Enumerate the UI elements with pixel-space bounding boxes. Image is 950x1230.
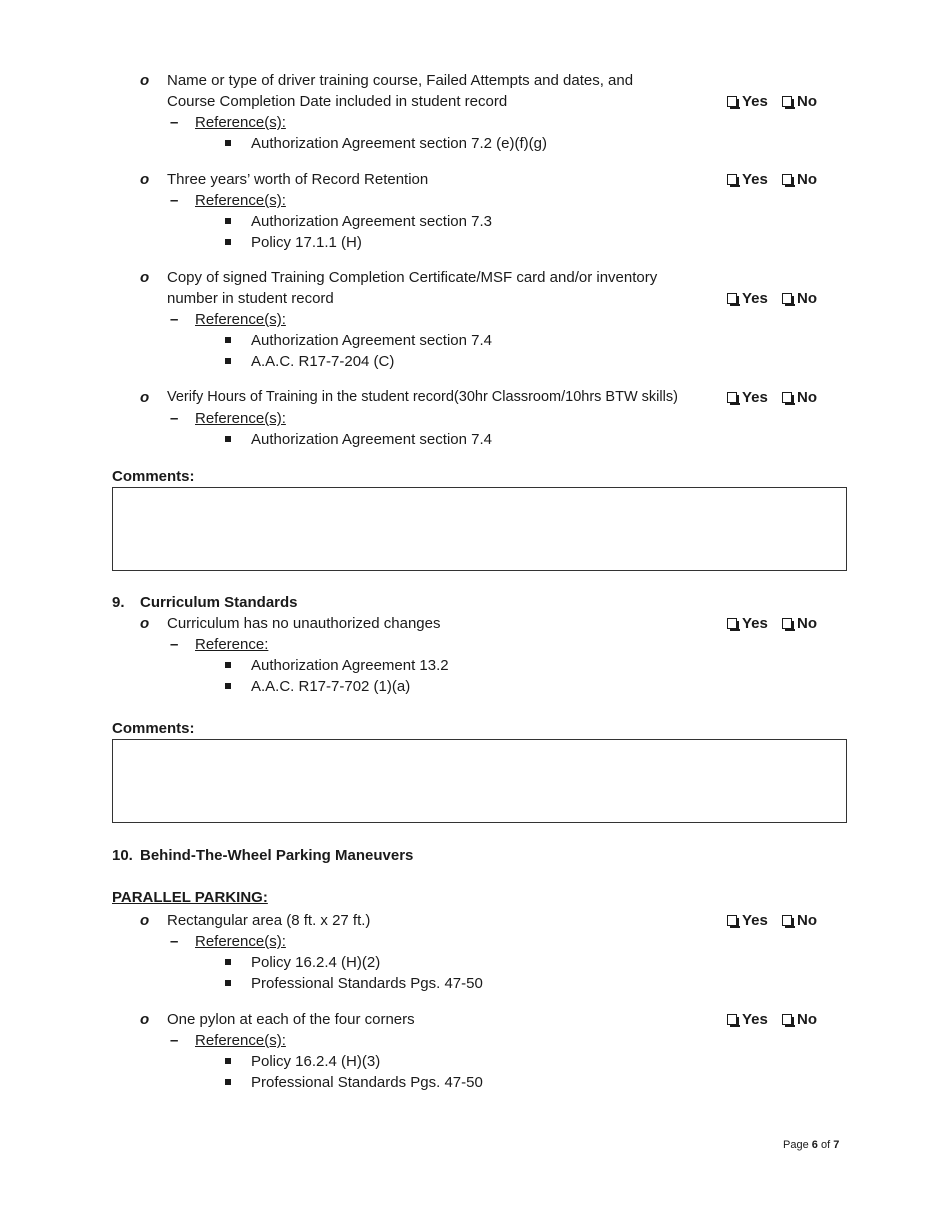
yes-checkbox[interactable] [727, 169, 768, 190]
reference-item: A.A.C. R17-7-702 (1)(a) [251, 678, 411, 695]
reference-item: A.A.C. R17-7-204 (C) [251, 353, 395, 370]
checkbox-icon [727, 293, 737, 304]
dash-icon: – [170, 1032, 179, 1049]
square-bullet-icon [225, 239, 231, 245]
no-label: No [797, 615, 817, 632]
no-label: No [797, 171, 817, 188]
reference-item: Authorization Agreement section 7.4 [251, 332, 492, 349]
reference-label: Reference(s): [195, 192, 286, 209]
reference-item: Authorization Agreement 13.2 [251, 657, 449, 674]
item-text-line1: Verify Hours of Training in the student record(30hr Classroom/10hrs BTW skills) [167, 389, 678, 405]
footer-page-word: Page [783, 1139, 809, 1151]
no-checkbox[interactable] [782, 910, 817, 931]
reference-item: Policy 17.1.1 (H) [251, 234, 362, 251]
bullet-icon: o [140, 389, 150, 406]
no-label: No [797, 1011, 817, 1028]
footer-current-page: 6 [811, 1139, 818, 1151]
yes-label: Yes [742, 93, 768, 110]
reference-item: Authorization Agreement section 7.3 [251, 213, 492, 230]
dash-icon: – [170, 192, 179, 209]
checkbox-icon [782, 915, 792, 926]
square-bullet-icon [225, 436, 231, 442]
reference-item: Professional Standards Pgs. 47-50 [251, 975, 483, 992]
checkbox-icon [727, 96, 737, 107]
bullet-icon: o [140, 72, 150, 89]
square-bullet-icon [225, 980, 231, 986]
reference-label: Reference(s): [195, 1032, 286, 1049]
subheading: PARALLEL PARKING: [112, 889, 268, 906]
bullet-icon: o [140, 615, 150, 632]
yes-checkbox[interactable] [727, 1009, 768, 1030]
square-bullet-icon [225, 959, 231, 965]
square-bullet-icon [225, 337, 231, 343]
checkbox-icon [782, 618, 792, 629]
yes-checkbox[interactable] [727, 613, 768, 634]
reference-label: Reference(s): [195, 114, 286, 131]
reference-label: Reference: [195, 636, 269, 653]
no-checkbox[interactable] [782, 288, 817, 309]
checkbox-icon [727, 174, 737, 185]
checkbox-icon [782, 1014, 792, 1025]
checkbox-icon [727, 915, 737, 926]
reference-item: Professional Standards Pgs. 47-50 [251, 1074, 483, 1091]
no-label: No [797, 389, 817, 406]
item-text-line1: One pylon at each of the four corners [167, 1011, 415, 1028]
yes-label: Yes [742, 912, 768, 929]
reference-item: Policy 16.2.4 (H)(3) [251, 1053, 381, 1070]
no-label: No [797, 912, 817, 929]
reference-label: Reference(s): [195, 311, 286, 328]
item-text-line2: number in student record [167, 290, 334, 307]
comments-label: Comments: [112, 468, 195, 485]
yes-label: Yes [742, 1011, 768, 1028]
bullet-icon: o [140, 1011, 150, 1028]
checkbox-icon [782, 293, 792, 304]
section-number: 9. [112, 594, 125, 611]
checkbox-icon [727, 392, 737, 403]
dash-icon: – [170, 311, 179, 328]
page-footer [783, 1135, 839, 1156]
bullet-icon: o [140, 912, 150, 929]
square-bullet-icon [225, 1058, 231, 1064]
square-bullet-icon [225, 218, 231, 224]
bullet-icon: o [140, 171, 150, 188]
comments-textbox[interactable] [112, 739, 847, 823]
square-bullet-icon [225, 140, 231, 146]
reference-label: Reference(s): [195, 933, 286, 950]
section-number: 10. [112, 847, 133, 864]
dash-icon: – [170, 410, 179, 427]
yes-checkbox[interactable] [727, 910, 768, 931]
dash-icon: – [170, 636, 179, 653]
checkbox-icon [727, 1014, 737, 1025]
square-bullet-icon [225, 1079, 231, 1085]
reference-item: Authorization Agreement section 7.2 (e)(f)(g) [251, 135, 547, 152]
no-label: No [797, 290, 817, 307]
dash-icon: – [170, 933, 179, 950]
footer-total-pages: 7 [833, 1139, 840, 1151]
footer-of-word: of [820, 1139, 831, 1151]
checkbox-icon [782, 392, 792, 403]
section-title: Behind-The-Wheel Parking Maneuvers [140, 847, 414, 864]
dash-icon: – [170, 114, 179, 131]
yes-label: Yes [742, 290, 768, 307]
item-text-line2: Course Completion Date included in student record [167, 93, 508, 110]
no-checkbox[interactable] [782, 613, 817, 634]
yes-label: Yes [742, 389, 768, 406]
yes-checkbox[interactable] [727, 91, 768, 112]
checkbox-icon [782, 96, 792, 107]
square-bullet-icon [225, 358, 231, 364]
no-checkbox[interactable] [782, 91, 817, 112]
comments-textbox[interactable] [112, 487, 847, 571]
item-text-line1: Rectangular area (8 ft. x 27 ft.) [167, 912, 371, 929]
square-bullet-icon [225, 683, 231, 689]
item-text-line1: Three years’ worth of Record Retention [167, 171, 429, 188]
checkbox-icon [727, 618, 737, 629]
item-text-line1: Curriculum has no unauthorized changes [167, 615, 441, 632]
reference-label: Reference(s): [195, 410, 286, 427]
reference-item: Authorization Agreement section 7.4 [251, 431, 492, 448]
no-checkbox[interactable] [782, 169, 817, 190]
no-label: No [797, 93, 817, 110]
reference-item: Policy 16.2.4 (H)(2) [251, 954, 381, 971]
yes-checkbox[interactable] [727, 288, 768, 309]
yes-label: Yes [742, 615, 768, 632]
yes-label: Yes [742, 171, 768, 188]
item-text-line1: Copy of signed Training Completion Certificate/MSF card and/or inventory [167, 269, 658, 286]
comments-label: Comments: [112, 720, 195, 737]
no-checkbox[interactable] [782, 1009, 817, 1030]
item-text-line1: Name or type of driver training course, Failed Attempts and dates, and [167, 72, 634, 89]
square-bullet-icon [225, 662, 231, 668]
section-title: Curriculum Standards [140, 594, 298, 611]
bullet-icon: o [140, 269, 150, 286]
checkbox-icon [782, 174, 792, 185]
no-checkbox[interactable] [782, 387, 817, 408]
yes-checkbox[interactable] [727, 387, 768, 408]
